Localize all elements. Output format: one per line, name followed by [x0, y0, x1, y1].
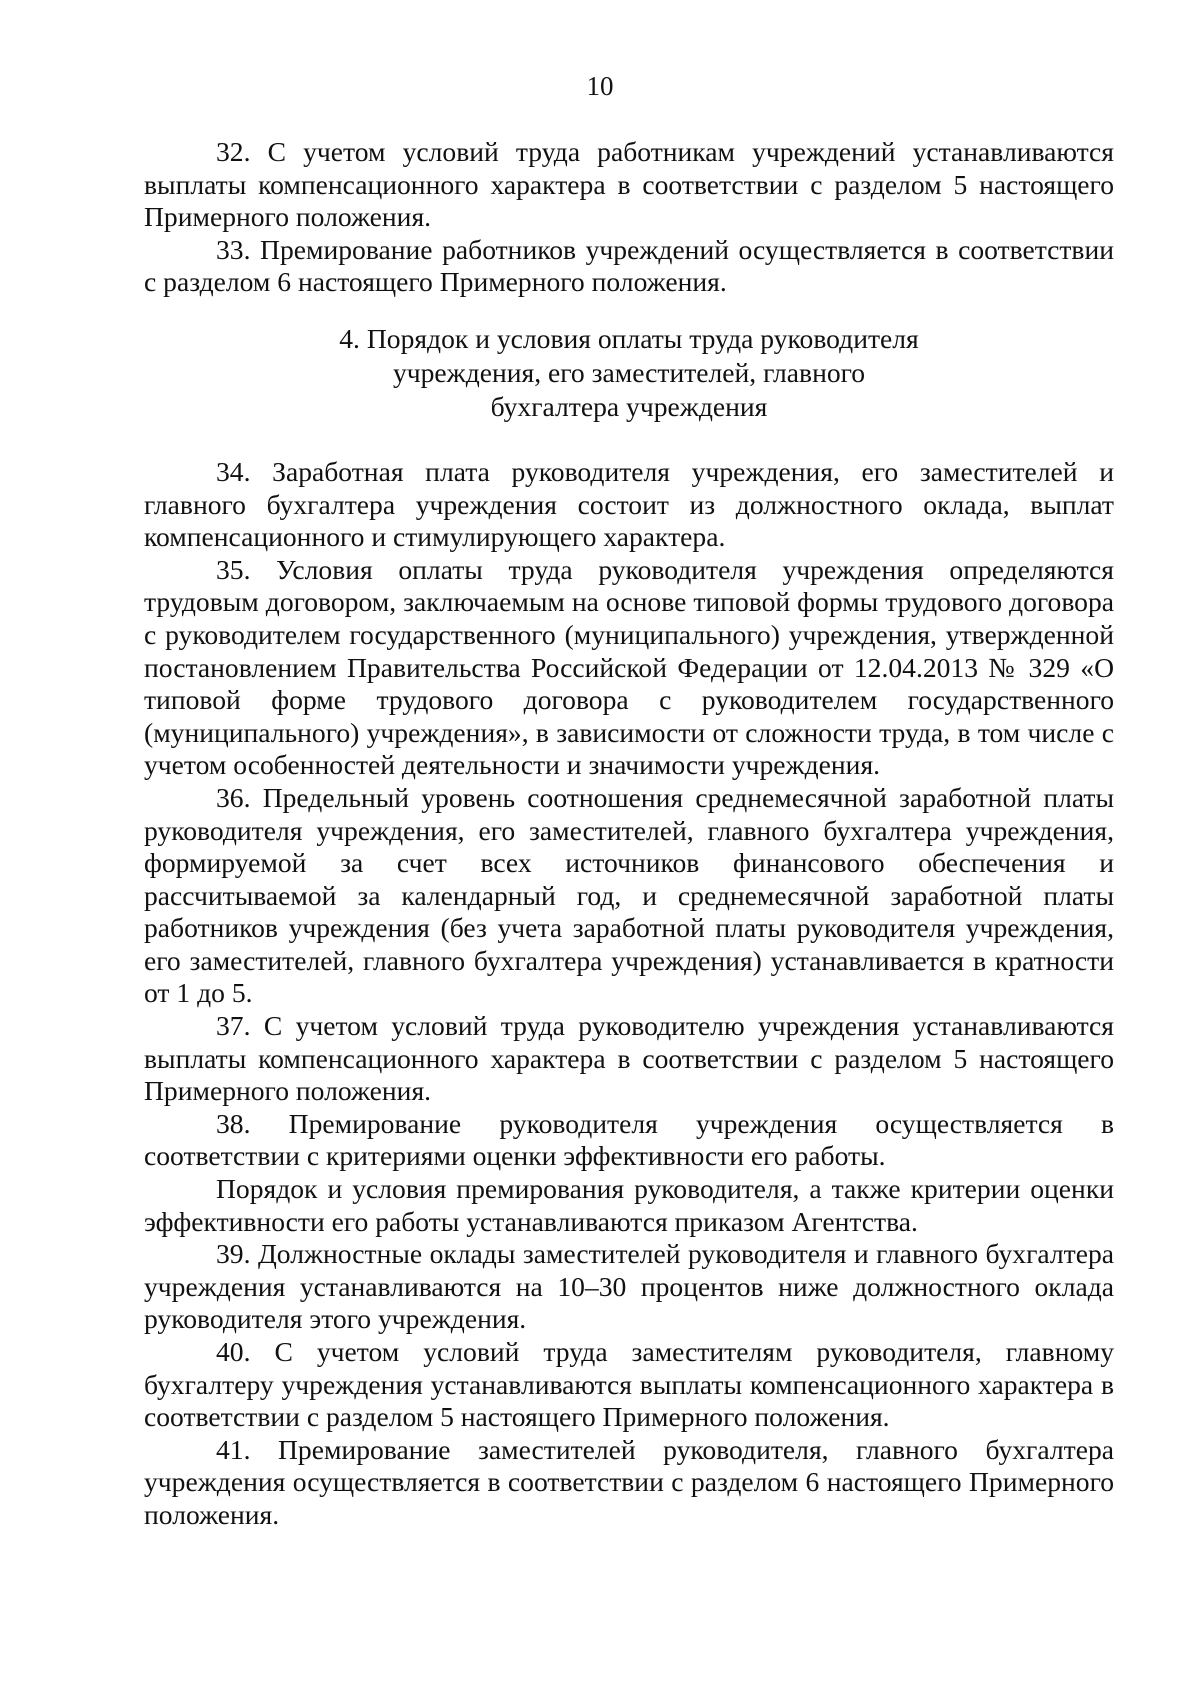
paragraph-41: 41. Премирование заместителей руководителя, главного бухгалтера учреждения осуществляется в соответствии с разделом 6 настоящего Примерного положения.	[144, 1433, 1114, 1530]
paragraph-33: 33. Премирование работников учреждений осуществляется в соответствии с разделом 6 настоящего Примерного положения.	[144, 233, 1114, 298]
paragraph-35: 35. Условия оплаты труда руководителя учреждения определяются трудовым договором, заключаемым на основе типовой формы трудового договора с руководителем государственного (муниципального) учреждения, утвержденной постановлением Правительства Российской Федерации от 12.04.2013 № 329 «О типовой форме трудового договора с руководителем государственного (муниципального) учреждения», в зависимости от сложности труда, в том числе с учетом особенностей деятельности и значимости учреждения.	[144, 553, 1114, 781]
section-heading-line-3: бухгалтера учреждения	[490, 390, 768, 422]
paragraph-40: 40. С учетом условий труда заместителям руководителя, главному бухгалтеру учреждения устанавливаются выплаты компенсационного характера в соответствии с разделом 5 настоящего Примерного положения.	[144, 1336, 1114, 1433]
document-body	[144, 136, 1114, 1532]
page-number: 10	[586, 71, 614, 101]
section-heading-line-1: 4. Порядок и условия оплаты труда руководителя	[339, 322, 919, 354]
section-heading-line-2: учреждения, его заместителей, главного	[392, 356, 866, 388]
paragraph-36: 36. Предельный уровень соотношения среднемесячной заработной платы руководителя учреждения, его заместителей, главного бухгалтера учреждения, формируемой за счет всех источников финансового обеспечения и рассчитываемой за календарный год, и среднемесячной заработной платы работников учреждения (без учета заработной платы руководителя учреждения, его заместителей, главного бухгалтера учреждения) устанавливается в кратности от 1 до 5.	[144, 781, 1114, 1009]
paragraph-32: 32. С учетом условий труда работникам учреждений устанавливаются выплаты компенсационного характера в соответствии с разделом 5 настоящего Примерного положения.	[144, 136, 1114, 233]
paragraph-39: 39. Должностные оклады заместителей руководителя и главного бухгалтера учреждения устанавливаются на 10–30 процентов ниже должностного оклада руководителя этого учреждения.	[144, 1238, 1114, 1335]
paragraph-38: 38. Премирование руководителя учреждения осуществляется в соответствии с критериями оценки эффективности его работы.	[144, 1107, 1114, 1172]
paragraph-37: 37. С учетом условий труда руководителю учреждения устанавливаются выплаты компенсационного характера в соответствии с разделом 5 настоящего Примерного положения.	[144, 1010, 1114, 1107]
paragraph-34: 34. Заработная плата руководителя учреждения, его заместителей и главного бухгалтера учреждения состоит из должностного оклада, выплат компенсационного и стимулирующего характера.	[144, 455, 1114, 553]
paragraph-38-continued: Порядок и условия премирования руководителя, а также критерии оценки эффективности его работы устанавливаются приказом Агентства.	[144, 1173, 1114, 1237]
section-heading	[144, 322, 1114, 424]
